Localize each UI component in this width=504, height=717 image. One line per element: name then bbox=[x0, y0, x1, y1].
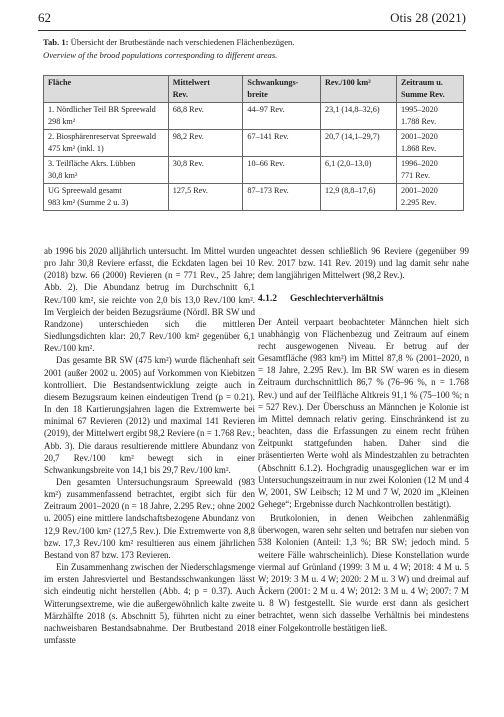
table-cell: 98,2 Rev. bbox=[168, 130, 243, 157]
table-cell: UG Spreewald gesamt 983 km² (Summe 2 u. 3) bbox=[44, 184, 169, 211]
table-cell: 2001–2020 1.868 Rev. bbox=[396, 130, 463, 157]
left-column bbox=[44, 245, 255, 646]
caption-text-de: Übersicht der Brutbestände nach verschiedenen Flächenbezügen. bbox=[70, 37, 295, 47]
table-row bbox=[44, 184, 464, 211]
section-heading bbox=[258, 293, 469, 305]
header-cell: Fläche bbox=[44, 76, 169, 103]
right-column bbox=[258, 245, 469, 634]
table-cell: 23,1 (14,8–32,6) bbox=[320, 103, 396, 130]
section-title: Geschlechterverhältnis bbox=[290, 294, 384, 305]
paragraph: Der Anteil verpaart beobachteter Männchen hielt sich unabhängig von Flächenbezug und Zeitraum auf einem recht ausgewogenen Niveau. Er betrug auf der Gesamtfläche (983 km²) im Mittel 87,8 % (2001–2020, n = 18 Jahre, 2.295 Rev.). Im BR SW waren es in diesem Zeitraum durchschnittlich 86,7 % (76–96 %, n = 1.768 Rev.) und auf der Teilfläche Altkreis 91,1 % (75–100 %; n = 527 Rev.). Der Überschuss an Männchen je Kolonie ist im Mittel demnach relativ gering. Einschränkend ist zu beachten, dass die Erfassungen zu einem recht frühen Zeitpunkt stattgefunden haben. Daher sind die präsentierten Werte wohl als Mindestzahlen zu betrachten (Abschnitt 6.1.2). Hochgradig unausgeglichen war er im Untersuchungszeitraum in nur zwei Kolonien (12 M und 4 W, 2001, SW Leibsch; 12 M und 7 W, 2020 im „Kleinen Gehege“; Ergebnisse durch Nachkontrollen bestätigt). bbox=[258, 316, 469, 509]
table-cell: 10–66 Rev. bbox=[243, 157, 321, 184]
table-cell: 2. Biosphärenreservat Spreewald 475 km² (inkl. 1) bbox=[44, 130, 169, 157]
caption-label: Tab. 1: bbox=[43, 37, 69, 47]
paragraph: ungeachtet dessen schließlich 96 Reviere (gegenüber 99 Rev. 2017 bzw. 141 Rev. 2019) und lag damit sehr nahe dem langjährigen Mittelwert (98,2 Rev.). bbox=[258, 246, 469, 281]
running-header bbox=[38, 10, 466, 30]
paragraph: Ein Zusammenhang zwischen der Niederschlagsmenge im ersten Jahresviertel und Bestandsschwankungen lässt sich eindeutig nicht herstellen (Abb. 4; p = 0.37). Auch Witterungsextreme, wie die außergewöhnlich kalte zweite Märzhälfte 2018 (s. Abschnitt 5), führten nicht zu einer nachweisbaren Bestandsabnahme. Der Brutbestand 2018 umfasste bbox=[44, 562, 255, 645]
table-cell: 3. Teilfläche Akrs. Lübben 30,8 km² bbox=[44, 157, 169, 184]
header-cell: Mittelwert Rev. bbox=[168, 76, 243, 103]
table-cell: 2001–2020 2.295 Rev. bbox=[396, 184, 463, 211]
caption-text-en: Overview of the brood populations corresponding to different areas. bbox=[43, 50, 278, 60]
table-cell: 12,9 (8,8–17,6) bbox=[320, 184, 396, 211]
table-cell: 1. Nördlicher Teil BR Spreewald 298 km² bbox=[44, 103, 169, 130]
paragraph: Den gesamten Untersuchungsraum Spreewald (983 km²) zusammenfassend betrachtet, ergibt sich für den Zeitraum 2001–2020 (n = 18 Jahre, 2.295 Rev.; ohne 2002 u. 2005) eine mittlere landschaftsbezogene Abundanz von 12,9 Rev./100 km² (127,5 Rev.). Die Extremwerte von 8,8 bzw. 17,3 Rev./100 km² resultieren aus einem jährlichen Bestand von 87 bzw. 173 Revieren. bbox=[44, 476, 255, 560]
table-row bbox=[44, 157, 464, 184]
table-cell: 1995–2020 1.788 Rev. bbox=[396, 103, 463, 130]
brood-population-table bbox=[43, 75, 464, 211]
header-cell: Zeitraum u. Summe Rev. bbox=[396, 76, 463, 103]
header-cell: Rev./100 km² bbox=[320, 76, 396, 103]
table-cell: 1996–2020 771 Rev. bbox=[396, 157, 463, 184]
table-cell: 30,8 Rev. bbox=[168, 157, 243, 184]
table-cell: 6,1 (2,0–13,0) bbox=[320, 157, 396, 184]
header-rule bbox=[38, 30, 466, 31]
table-row bbox=[44, 130, 464, 157]
header-cell: Schwankungs- breite bbox=[243, 76, 321, 103]
table-header-row bbox=[44, 76, 464, 103]
paragraph: Das gesamte BR SW (475 km²) wurde flächenhaft seit 2001 (außer 2002 u. 2005) auf Vorkommen von Kiebitzen kontrolliert. Die Bestandsentwicklung zeigte auch in diesem Bezugsraum keinen eindeutigen Trend (p = 0.21). In den 18 Kartierungsjahren lagen die Extremwerte bei minimal 67 Revieren (2012) und maximal 141 Revieren (2019), der Mittelwert ergibt 98,2 Reviere (n = 1.768 Rev.; Abb. 3). Die daraus resultierende mittlere Abundanz von 20,7 Rev./100 km² bewegt sich in einer Schwankungsbreite von 14,1 bis 29,7 Rev./100 km². bbox=[44, 355, 255, 475]
table-cell: 44–97 Rev. bbox=[243, 103, 321, 130]
table-cell: 127,5 Rev. bbox=[168, 184, 243, 211]
table-cell: 68,8 Rev. bbox=[168, 103, 243, 130]
paragraph: ab 1996 bis 2020 alljährlich untersucht. Im Mittel wurden pro Jahr 30,8 Reviere erfasst, die Eckdaten lagen bei 10 (2018) bzw. 66 (2000) Revieren (n = 771 Rev., 25 Jahre; Abb. 2). Die Abundanz betrug im Durchschnitt 6,1 Rev./100 km², sie reichte von 2,0 bis 13,0 Rev./100 km². Im Vergleich der beiden Bezugsräume (Nördl. BR SW und Randzone) unterschieden sich die mittleren Siedlungsdichten klar: 20,7 Rev./100 km² gegenüber 6,1 Rev./100 km². bbox=[44, 246, 255, 354]
table-caption bbox=[43, 36, 463, 62]
table-cell: 67–141 Rev. bbox=[243, 130, 321, 157]
table-row bbox=[44, 103, 464, 130]
page-number: 62 bbox=[38, 10, 51, 25]
table-cell: 20,7 (14,1–29,7) bbox=[320, 130, 396, 157]
table-cell: 87–173 Rev. bbox=[243, 184, 321, 211]
journal-title: Otis 28 (2021) bbox=[390, 10, 466, 25]
section-number: 4.1.2 bbox=[258, 294, 277, 305]
paragraph: Brutkolonien, in denen Weibchen zahlenmäßig überwogen, waren sehr selten und betrafen nur sieben von 538 Kolonien (Anteil: 1,3 %; BR SW; jedoch mind. 5 weitere Fälle wahrscheinlich). Diese Konstellation wurde viermal auf Grünland (1999: 3 M u. 4 W; 2018: 4 M u. 5 W; 2019: 3 M u. 4 W; 2020: 2 M u. 3 W) und dreimal auf Äckern (2001: 2 M u. 4 W; 2012: 3 M u. 4 W; 2007: 7 M u. 8 W) festgestellt. Sie wurde erst dann als gesichert betrachtet, wenn sich dasselbe Verhältnis bei mindestens einer Folgekontrolle bestätigen ließ. bbox=[258, 513, 469, 633]
